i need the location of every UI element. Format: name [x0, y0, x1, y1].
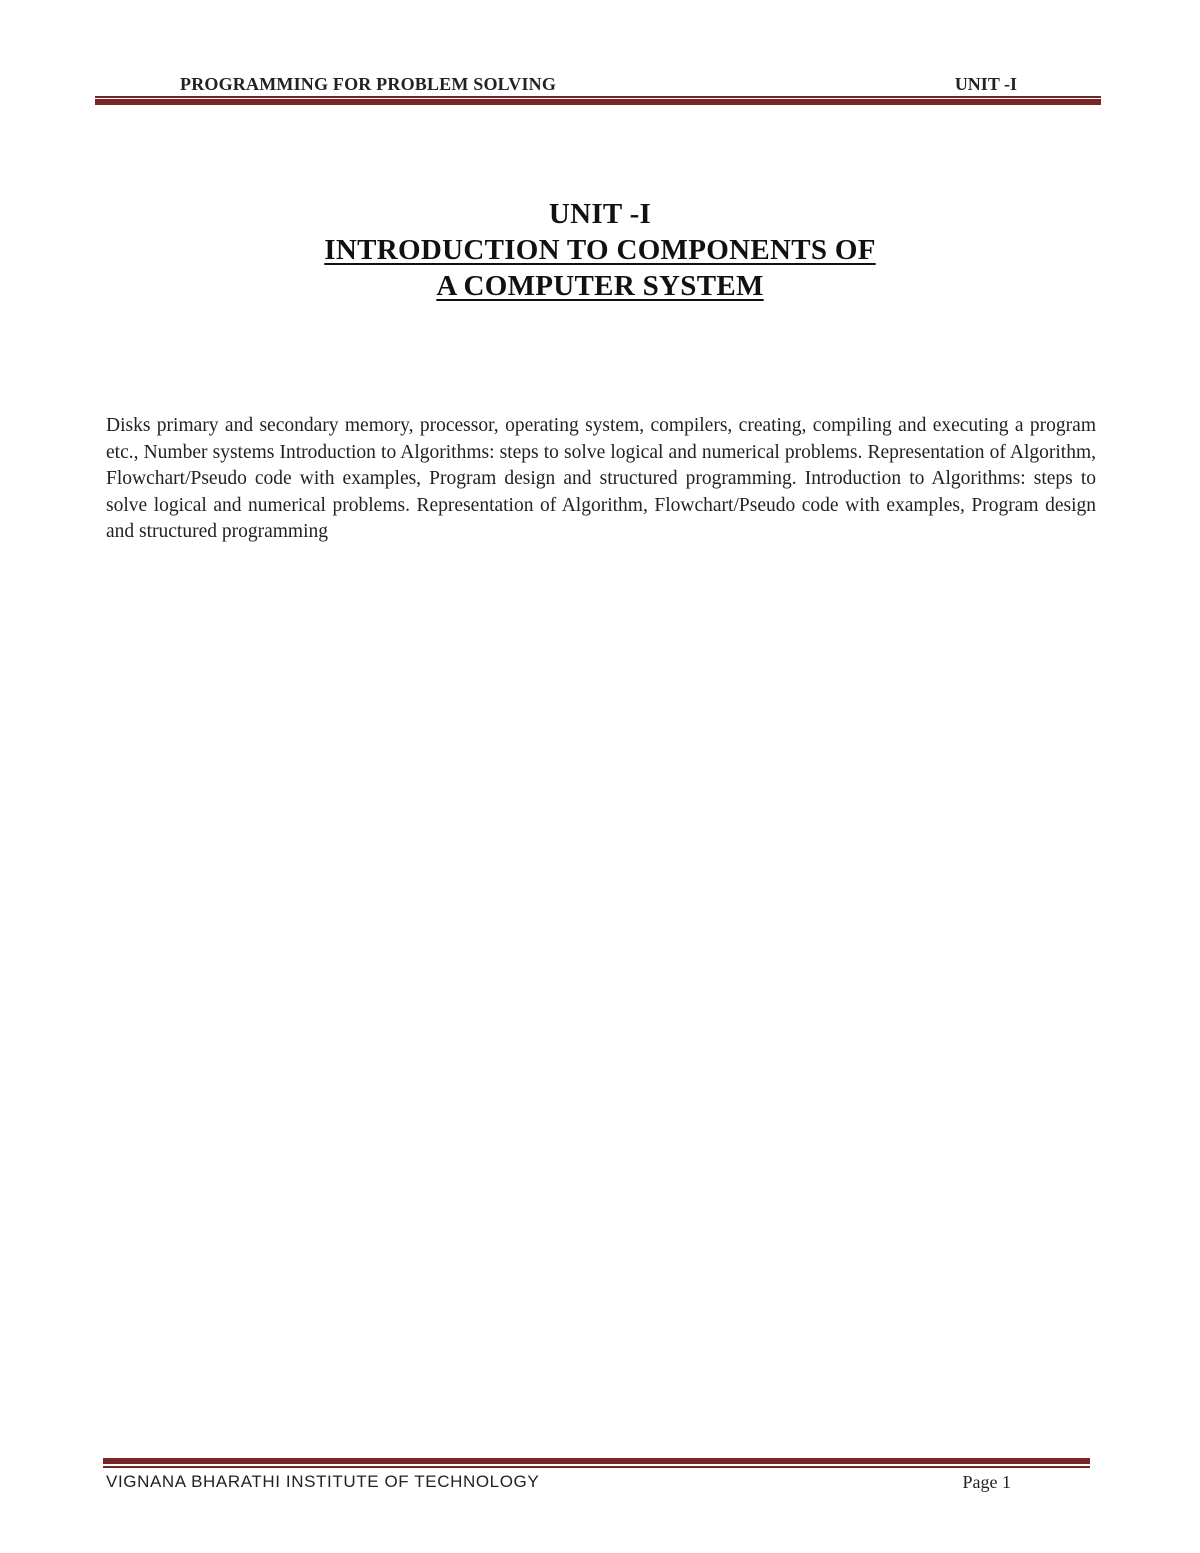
page-header: [0, 72, 1200, 112]
institution-name: VIGNANA BHARATHI INSTITUTE OF TECHNOLOGY: [106, 1472, 540, 1491]
course-title: PROGRAMMING FOR PROBLEM SOLVING: [180, 74, 557, 94]
header-unit-label: UNIT -I: [954, 74, 1017, 94]
unit-title-block: [0, 196, 1200, 304]
unit-heading: UNIT -I: [548, 198, 652, 230]
header-divider-thick: [95, 99, 1101, 105]
unit-title-line-2: A COMPUTER SYSTEM: [436, 270, 764, 302]
page-number: Page 1: [962, 1472, 1011, 1492]
syllabus-paragraph: Disks primary and secondary memory, processor, operating system, compilers, creating, compiling and executing a program etc., Number systems Introduction to Algorithms: steps to solve logical and numerical problems. Representation of Algorithm, Flowchart/Pseudo code with examples, Program design and structured programming. Introduction to Algorithms: steps to solve logical and numerical problems. Representation of Algorithm, Flowchart/Pseudo code with examples, Program design and structured programming: [106, 415, 1096, 542]
footer-divider-thick: [103, 1458, 1090, 1464]
footer-divider-thin: [103, 1466, 1090, 1468]
header-divider-thin: [95, 96, 1101, 98]
page-footer: [0, 1456, 1200, 1506]
unit-title-line-1: INTRODUCTION TO COMPONENTS OF: [324, 234, 876, 266]
